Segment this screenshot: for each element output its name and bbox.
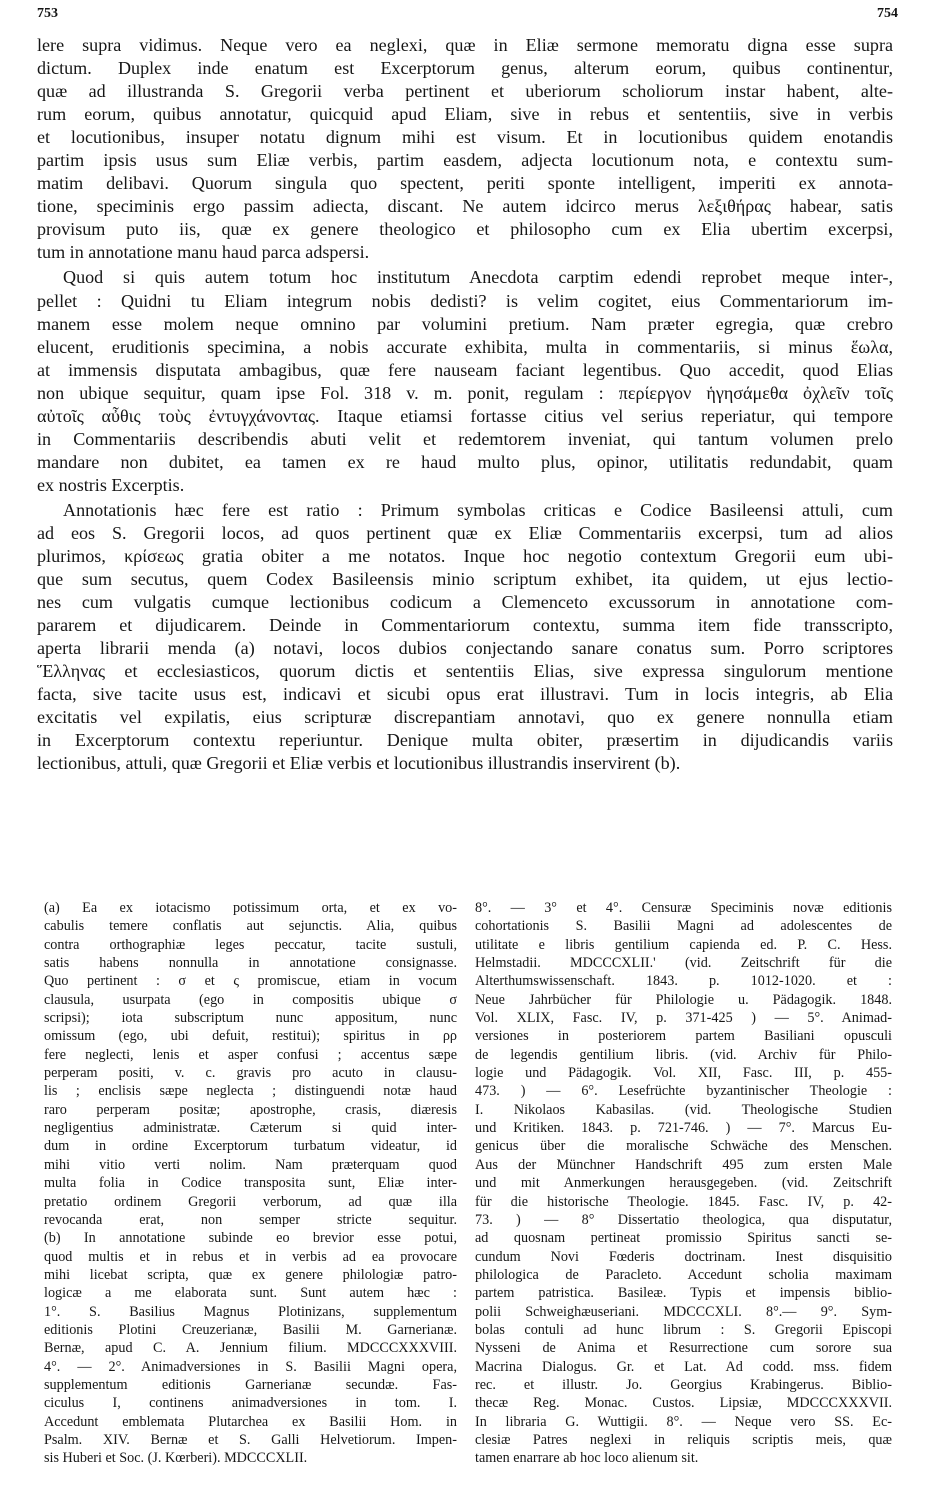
text-line: partim ipsis usus sum Eliæ verbis, partim easdem, adjecta locutionum nota, e contextu sum- <box>37 150 893 171</box>
text-line: dum in ordine Excerptorum turbatum videatur, id <box>44 1138 457 1155</box>
text-line: dictum. Duplex inde enatum est Excerptorum genus, alterum eorum, quibus continentur, <box>37 58 893 79</box>
text-line: und mit Anmerkungen herausgegeben. (vid. Zeitschrift <box>475 1175 892 1192</box>
text-line: Vol. XLIX, Fasc. IV, p. 371-425 ) — 5°. Animad- <box>475 1010 892 1027</box>
text-line: Neue Jahrbücher für Philologie u. Pädagogik. 1848. <box>475 991 892 1008</box>
text-line: negligentius administratæ. Cæterum si quid inter- <box>44 1120 457 1137</box>
text-line: Macrina Dialogus. Gr. et Lat. Ad codd. mss. fidem <box>475 1358 892 1375</box>
text-line: de legendis gentilium libris. (vid. Archiv für Philo- <box>475 1046 892 1063</box>
text-line: 1°. S. Basilius Magnus Plotinizans, supplementum <box>44 1303 457 1320</box>
text-line: cohortationis S. Basilii Magni ad adolescentes de <box>475 918 892 935</box>
text-line: cundum Novi Fœderis doctrinam. Inest disquisitio <box>475 1248 892 1265</box>
text-line: pararem et dijudicarem. Deinde in Commentariorum contextu, summa item fide transscripto, <box>37 615 893 636</box>
text-line: manem esse molem neque omnino par volumini pretium. Nam præter egregia, quæ crebro <box>37 313 893 334</box>
text-line: cabulis temere conflatis aut sejunctis. Alia, quibus <box>44 918 457 935</box>
text-line: scripsi); iota subscriptum nunc appositum, nunc <box>44 1010 457 1027</box>
text-line: aperta librarii menda (a) notavi, locos dubios conjectando sanare conatus sum. Porro scriptores <box>37 638 893 659</box>
text-line: für die historische Theologie. 1845. Fasc. IV, p. 42- <box>475 1193 892 1210</box>
footnote-lines-right <box>475 899 892 1468</box>
footnotes-left-column <box>44 899 457 1468</box>
text-line: pellet : Quidni tu Eliam integrum nobis dedisti? is velim cogitet, eius Commentariorum im- <box>37 290 893 311</box>
text-line: in Excerptorum contextu reperiuntur. Denique multa obiter, præsertim in dijudicandis variis <box>37 730 893 751</box>
text-line: Nysseni de Anima et Resurrectione cum sorore sua <box>475 1340 892 1357</box>
text-line: lere supra vidimus. Neque vero ea neglexi, quæ in Eliæ sermone memoratu digna esse supra <box>37 35 893 55</box>
text-line: lis ; enclisis sæpe neglecta ; distinguendi notæ haud <box>44 1083 457 1100</box>
text-line: clausula, usurpata (ego in compositis ubique σ <box>44 991 457 1008</box>
text-line: ad eos S. Gregorii locos, ad quos pertinent quæ ex Eliæ Commentariis excerpsi, tum ad alios <box>37 522 893 543</box>
text-line: tum in annotatione manu haud parca adspersi. <box>37 242 370 263</box>
text-line: I. Nikolaos Kabasilas. (vid. Theologische Studien <box>475 1101 892 1118</box>
text-line: at immensis disputata ambagibus, quæ fere nauseam faciant legentibus. Quo accedit, quod Elias <box>37 359 893 380</box>
text-line: und Kritiken. 1843. p. 721-746. ) — 7°. Marcus Eu- <box>475 1120 892 1137</box>
text-line: mihi vitio verti nolim. Nam præterquam quod <box>44 1156 457 1173</box>
text-line: excitatis vel expilatis, eius scripturæ discrepantiam annotavi, quo ex genere nonnulla etiam <box>37 707 893 728</box>
text-line: ad quosnam pertineat promissio Spiritus sancti se- <box>475 1230 892 1247</box>
text-line: bolas contuli ad hunc librum : S. Gregorii Episcopi <box>475 1321 892 1338</box>
text-line: nes cum vulgatis cumque lectionibus codicum a Clemenceto excussorum in annotatione com- <box>37 592 893 613</box>
text-line: multa folia in Codice transposita sunt, Eliæ inter- <box>44 1175 457 1192</box>
text-line: Quo pertinent : σ et ς promiscue, etiam in vocum <box>44 973 457 990</box>
main-text <box>37 34 893 776</box>
text-line: Alterthumswissenschaft. 1843. p. 1012-1020. et : <box>475 973 892 990</box>
text-line: tamen enarrare ab hoc loco alienum sit. <box>475 1450 699 1467</box>
page-number-left: 753 <box>37 6 58 21</box>
text-line: genicus über die moralische Schwäche des Menschen. <box>475 1138 892 1155</box>
text-line: logicæ a me elaborata sunt. Sunt autem hæc : <box>44 1285 457 1302</box>
paragraph-1 <box>37 34 893 264</box>
text-line: mihi licebat scripta, quæ ex genere philologiæ patro- <box>44 1266 457 1283</box>
footnotes-right-column <box>475 899 892 1468</box>
text-line: (b) In annotatione subinde eo brevior esse potui, <box>44 1230 457 1247</box>
text-line: Ἕλληνας et ecclesiasticos, quorum dictis et sententiis Elias, sive expressa singulorum mentione <box>37 661 893 682</box>
text-line: que sum secutus, quem Codex Basileensis minio scriptum exhibet, ita quidem, ut ejus lectio- <box>37 569 893 590</box>
text-line: versiones in posteriorem partem Basiliani opusculi <box>475 1028 892 1045</box>
text-line: 8°. — 3° et 4°. Censuræ Speciminis novæ editionis <box>475 900 892 916</box>
text-line: et locutionibus, insuper notatu dignum mihi est visum. Et in locutionibus quidem enotandis <box>37 127 893 148</box>
text-line: tione, speciminis ergo passim adiecta, discant. Ne autem idcirco merus λεξιθήρας habear, satis <box>37 196 893 217</box>
text-line: In libraria G. Wuttigii. 8°. — Neque vero SS. Ec- <box>475 1413 892 1430</box>
text-line: 73. ) — 8° Dissertatio theologica, qua disputatur, <box>475 1211 892 1228</box>
text-line: ciculus I, continens animadversiones in tom. I. <box>44 1395 457 1412</box>
text-line: 4°. — 2°. Animadversiones in S. Basilii Magni opera, <box>44 1358 457 1375</box>
text-line: raro perperam positæ; apostrophe, crasis, diæresis <box>44 1101 457 1118</box>
text-line: quod multis et in rebus et in verbis ad ea provocare <box>44 1248 457 1265</box>
text-line: thecæ Reg. Monac. Custos. Lipsiæ, MDCCCXXXVII. <box>475 1395 892 1412</box>
text-line: fere neglecti, lenis et asper confusi ; accentus sæpe <box>44 1046 457 1063</box>
text-line: elucent, eruditionis specimina, a nobis accurate exhibita, multa in commentariis, si minus ἕωλα, <box>37 336 893 357</box>
text-line: 473. ) — 6°. Lesefrüchte byzantinischer Theologie : <box>475 1083 892 1100</box>
text-line: sis Huberi et Soc. (J. Kœrberi). MDCCCXLII. <box>44 1450 308 1467</box>
text-line: rec. et illustr. Jo. Georgius Krabingerus. Biblio- <box>475 1376 892 1393</box>
text-line: Aus der Münchner Handschrift 495 zum ersten Male <box>475 1156 892 1173</box>
text-line: provisum puto iis, quæ ex genere theologico et philosopho cum ex Elia ubertim excerpsi, <box>37 219 893 240</box>
text-line: satis habens nonnulla in annotatione consignasse. <box>44 955 457 972</box>
text-line: quæ ad illustranda S. Gregorii verba pertinent et uberiorum scholiorum instar habent, alte- <box>37 81 893 102</box>
text-line: utilitate e libris gentilium capienda ed. P. C. Hess. <box>475 936 892 953</box>
text-line: Bernæ, apud C. A. Jennium filium. MDCCCXXXVIII. <box>44 1340 457 1357</box>
text-line: pretatio ordinem Gregorii verborum, ad quæ illa <box>44 1193 457 1210</box>
footnote-lines-left <box>44 899 457 1468</box>
text-line: in Commentariis describendis abuti velit et redemtorem inveniat, qui tantum volumen prelo <box>37 428 893 449</box>
text-line: supplementum editionis Garnerianæ secundæ. Fas- <box>44 1376 457 1393</box>
text-line: ex nostris Excerptis. <box>37 474 185 495</box>
text-line: contra orthographiæ leges peccatur, tacite sustuli, <box>44 936 457 953</box>
text-line: facta, sive tacite usus est, indicavi et sicubi opus erat illustravi. Tum in locis integris, ab Elia <box>37 684 893 705</box>
text-line: rum eorum, quibus annotatur, quicquid apud Eliam, sive in rebus et sententiis, sive in verbis <box>37 104 893 125</box>
text-line: non ubique sequitur, quam ipse Fol. 318 v. m. ponit, regulam : περίεργον ἡγησάμεθα ὀχλεῖν τοῖς <box>37 382 893 403</box>
text-line: revocanda erat, non semper stricte sequitur. <box>44 1211 457 1228</box>
text-line: Annotationis hæc fere est ratio : Primum symbolas criticas e Codice Basileensi attuli, cum <box>63 499 893 520</box>
text-line: lectionibus, attuli, quæ Gregorii et Eliæ verbis et locutionibus illustrandis inservirent (b). <box>37 753 681 774</box>
text-line: Psalm. XIV. Bernæ et S. Galli Helvetiorum. Impen- <box>44 1431 457 1448</box>
text-line: logie und Pädagogik. Vol. XII, Fasc. III, p. 455- <box>475 1065 892 1082</box>
text-line: mandare non dubitet, ea tamen ex re haud multo plus, opinor, utilitatis redundabit, quam <box>37 451 893 472</box>
text-line: editionis Plotini Creuzerianæ, Basilii M. Garnerianæ. <box>44 1321 457 1338</box>
text-line: clesiæ Patres neglexi in reliquis scriptis meis, quæ <box>475 1431 892 1448</box>
text-line: matim delibavi. Quorum singula quo spectent, periti sponte intelligent, imperiti ex annota- <box>37 173 893 194</box>
page-number-right: 754 <box>877 6 898 21</box>
text-line: plurimos, κρίσεως gratia obiter a me notatos. Inque hoc negotio contextum Gregorii eum ubi- <box>37 546 893 567</box>
text-line: Quod si quis autem totum hoc institutum Anecdota carptim edendi reprobet meque inter-, <box>63 267 893 288</box>
text-line: philologica de Paracleto. Accedunt scholia maximam <box>475 1266 892 1283</box>
text-line: partem patristica. Basileæ. Typis et impensis biblio- <box>475 1285 892 1302</box>
paragraph-3 <box>37 499 893 776</box>
paragraph-2 <box>37 266 893 496</box>
text-line: Accedunt emblemata Plutarchea ex Basilii Hom. in <box>44 1413 457 1430</box>
text-line: omissum (ego, ubi defuit, restitui); spiritus in ρρ <box>44 1028 457 1045</box>
text-line: polii Schweighæuseriani. MDCCCXLI. 8°.— 9°. Sym- <box>475 1303 892 1320</box>
text-line: Helmstadii. MDCCCXLII.' (vid. Zeitschrift für die <box>475 955 892 972</box>
text-line: (a) Ea ex iotacismo potissimum orta, et ex vo- <box>44 900 457 916</box>
text-line: perperam positi, v. c. gravis pro acuto in clausu- <box>44 1065 457 1082</box>
text-line: αὐτοῖς αὖθις τοὺς ἐντυγχάνοντας. Itaque etiamsi fortasse citius vel serius reperiatur, qui tempore <box>37 405 893 426</box>
